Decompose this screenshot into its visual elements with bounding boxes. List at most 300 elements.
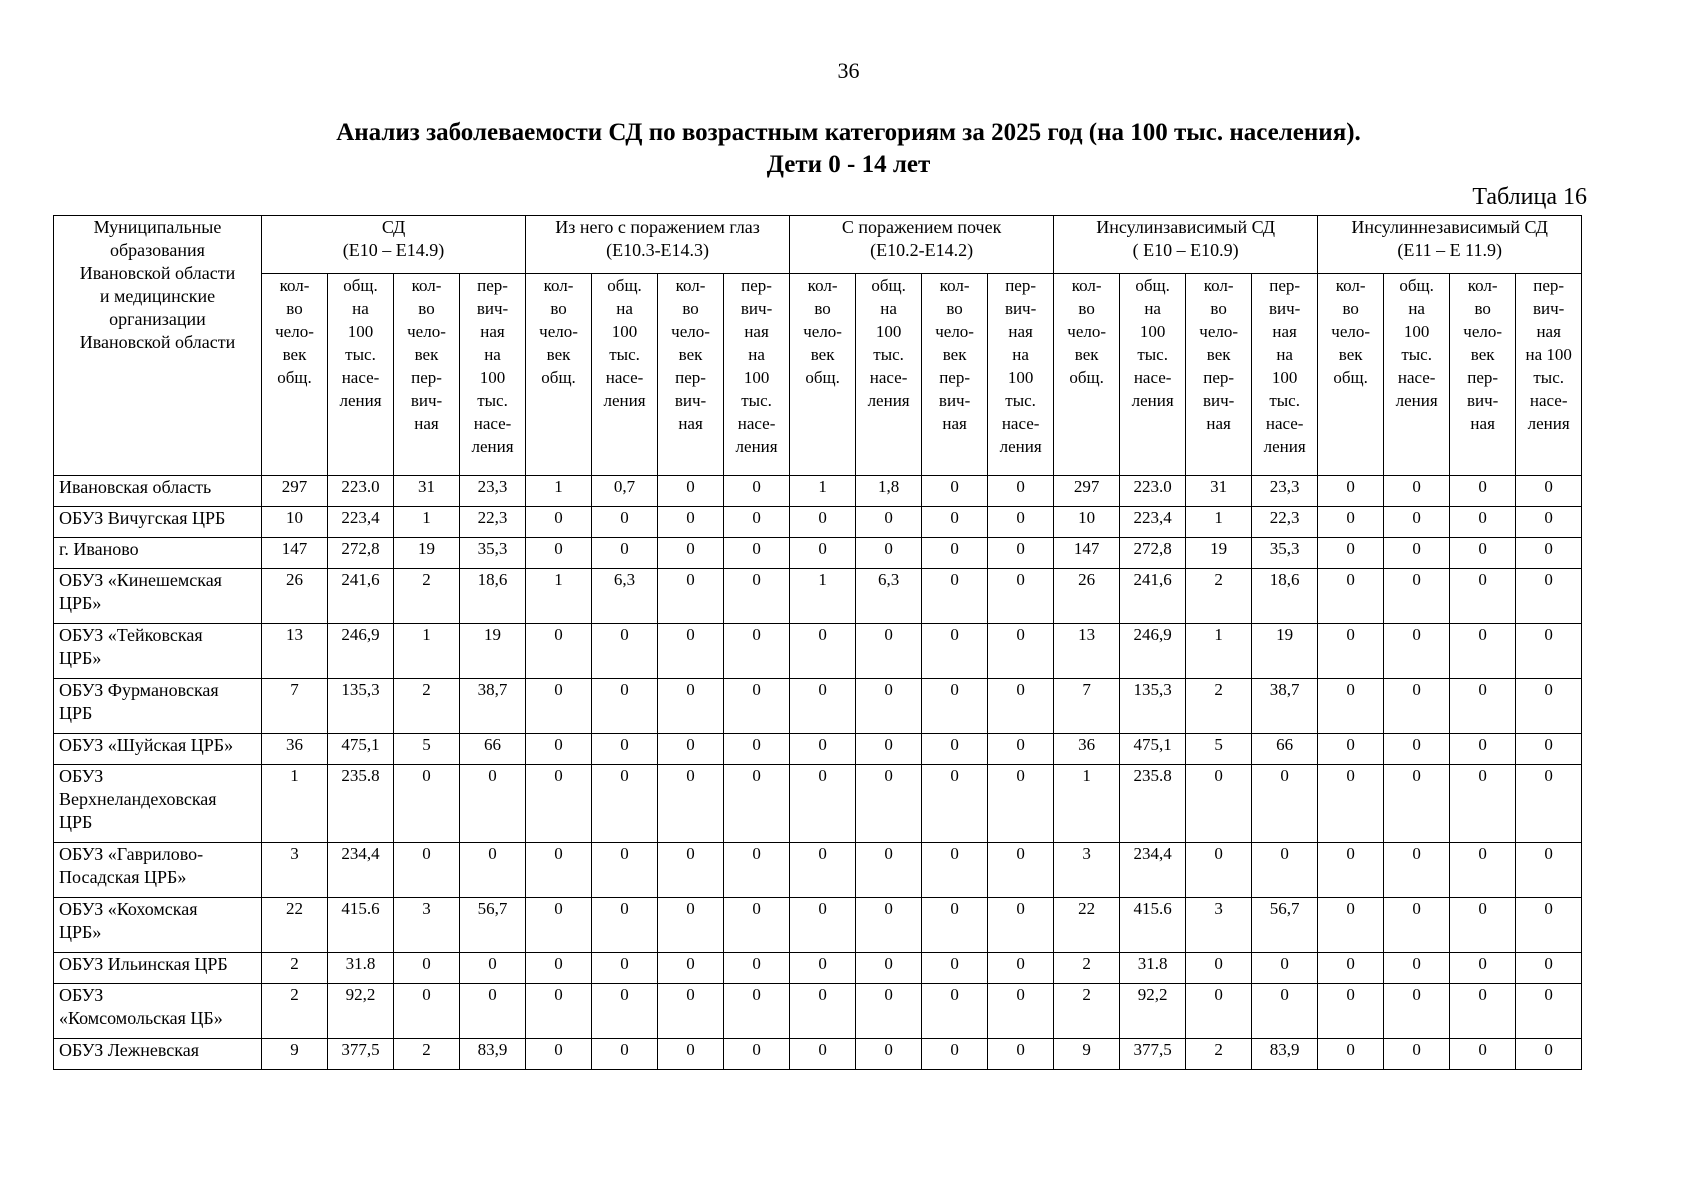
organization-name-line: ОБУЗ «Гаврилово- [59,844,204,864]
value-cell: 0 [856,624,922,679]
value-cell: 5 [1186,734,1252,765]
sub-header-cell: кол- во чело- век общ. [1318,274,1384,476]
municipal-header-line: образования [110,240,205,260]
municipal-header-line: Ивановской области [79,263,236,283]
value-cell: 0 [1318,898,1384,953]
value-cell: 0 [592,538,658,569]
organization-name-line: ОБУЗ Лежневская [59,1040,199,1060]
sub-header-cell: пер- вич- ная на 100 тыс. насе- ления [1516,274,1582,476]
value-cell: 234,4 [1120,843,1186,898]
value-cell: 0 [1384,507,1450,538]
value-cell: 0 [1384,1039,1450,1070]
organization-name-line: ОБУЗ Вичугская ЦРБ [59,508,226,528]
value-cell: 0 [1450,476,1516,507]
value-cell: 0 [526,734,592,765]
value-cell: 0 [1450,507,1516,538]
municipal-header-line: Муниципальные [93,217,222,237]
value-cell: 0 [1450,624,1516,679]
value-cell: 0 [592,624,658,679]
value-cell: 0 [922,734,988,765]
value-cell: 0 [1186,765,1252,843]
value-cell: 22,3 [460,507,526,538]
value-cell: 0 [988,624,1054,679]
value-cell: 135,3 [328,679,394,734]
municipal-header-line: Ивановской области [79,332,236,352]
value-cell: 0 [526,984,592,1039]
organization-name-line: ЦРБ [59,812,93,832]
organization-name [54,984,262,1039]
value-cell: 246,9 [328,624,394,679]
group-header-insulin-dependent [1054,216,1318,274]
value-cell: 1 [394,507,460,538]
value-cell: 0 [922,624,988,679]
value-cell: 1 [790,569,856,624]
value-cell: 0 [988,843,1054,898]
value-cell: 0 [1516,1039,1582,1070]
value-cell: 0 [922,1039,988,1070]
group-code: (Е10 – Е14.9) [342,240,445,260]
value-cell: 0 [1450,898,1516,953]
value-cell: 415.6 [328,898,394,953]
value-cell: 2 [1054,984,1120,1039]
value-cell: 0 [988,1039,1054,1070]
value-cell: 0 [526,624,592,679]
sub-header-cell: кол- во чело- век пер- вич- ная [922,274,988,476]
table-row [54,507,1582,538]
sub-header-cell: общ. на 100 тыс. насе- ления [592,274,658,476]
value-cell: 18,6 [1252,569,1318,624]
value-cell: 19 [460,624,526,679]
table-body [54,476,1582,1070]
value-cell: 9 [1054,1039,1120,1070]
organization-name [54,765,262,843]
value-cell: 0 [790,507,856,538]
value-cell: 26 [1054,569,1120,624]
value-cell: 475,1 [1120,734,1186,765]
sub-header-cell: кол- во чело- век пер- вич- ная [658,274,724,476]
organization-name-line: ОБУЗ [59,766,104,786]
value-cell: 19 [1252,624,1318,679]
value-cell: 0 [526,679,592,734]
title-line-1: Анализ заболеваемости СД по возрастным категориям за 2025 год (на 100 тыс. населения). [336,119,1361,146]
organization-name [54,569,262,624]
value-cell: 223.0 [1120,476,1186,507]
sub-header-cell: общ. на 100 тыс. насе- ления [856,274,922,476]
value-cell: 0 [1516,843,1582,898]
value-cell: 23,3 [1252,476,1318,507]
value-cell: 223.0 [328,476,394,507]
value-cell: 234,4 [328,843,394,898]
value-cell: 0 [658,953,724,984]
value-cell: 0 [1252,984,1318,1039]
value-cell: 19 [1186,538,1252,569]
group-title: Инсулиннезависимый СД [1351,217,1548,237]
value-cell: 0 [592,1039,658,1070]
value-cell: 0 [1384,984,1450,1039]
value-cell: 38,7 [1252,679,1318,734]
value-cell: 0 [856,898,922,953]
group-title: С поражением почек [841,217,1002,237]
sub-header-cell: кол- во чело- век общ. [262,274,328,476]
table-label: Таблица 16 [1472,184,1587,210]
value-cell: 13 [1054,624,1120,679]
value-cell: 66 [460,734,526,765]
table-row [54,679,1582,734]
sub-header-cell: пер- вич- ная на 100 тыс. насе- ления [460,274,526,476]
value-cell: 147 [262,538,328,569]
value-cell: 31.8 [328,953,394,984]
table-row [54,898,1582,953]
group-code: (Е11 – Е 11.9) [1397,240,1502,260]
value-cell: 0 [724,507,790,538]
value-cell: 0 [658,538,724,569]
value-cell: 0 [1450,765,1516,843]
value-cell: 0 [592,765,658,843]
value-cell: 0 [526,507,592,538]
value-cell: 0 [1384,624,1450,679]
value-cell: 35,3 [1252,538,1318,569]
value-cell: 0 [1384,843,1450,898]
value-cell: 0 [790,1039,856,1070]
table-row [54,569,1582,624]
value-cell: 0 [988,538,1054,569]
value-cell: 0 [856,679,922,734]
value-cell: 0 [460,953,526,984]
organization-name [54,953,262,984]
page-number: 36 [837,58,860,83]
municipal-header [54,216,262,476]
value-cell: 0 [790,953,856,984]
value-cell: 0 [1318,624,1384,679]
value-cell: 0 [922,953,988,984]
value-cell: 0 [658,765,724,843]
value-cell: 0 [724,476,790,507]
title-line-2: Дети 0 - 14 лет [766,151,931,178]
value-cell: 1 [790,476,856,507]
value-cell: 36 [262,734,328,765]
value-cell: 19 [394,538,460,569]
table-row [54,843,1582,898]
value-cell: 0 [988,476,1054,507]
value-cell: 0 [658,984,724,1039]
value-cell: 18,6 [460,569,526,624]
value-cell: 0 [1318,953,1384,984]
value-cell: 0 [790,538,856,569]
value-cell: 0 [988,507,1054,538]
value-cell: 1 [526,569,592,624]
value-cell: 13 [262,624,328,679]
value-cell: 0 [592,984,658,1039]
organization-name [54,843,262,898]
value-cell: 0,7 [592,476,658,507]
organization-name-line: г. Иваново [59,539,139,559]
value-cell: 0 [1384,898,1450,953]
value-cell: 0 [724,843,790,898]
value-cell: 0 [1318,984,1384,1039]
group-header-kidneys [790,216,1054,274]
group-title: Из него с поражением глаз [555,217,760,237]
table-row [54,1039,1582,1070]
value-cell: 0 [526,953,592,984]
value-cell: 0 [1384,538,1450,569]
value-cell: 0 [724,953,790,984]
value-cell: 0 [1318,679,1384,734]
value-cell: 6,3 [856,569,922,624]
value-cell: 0 [724,679,790,734]
value-cell: 0 [658,1039,724,1070]
municipal-header-line: организации [109,309,206,329]
value-cell: 66 [1252,734,1318,765]
table-row [54,624,1582,679]
incidence-table [53,215,1582,1070]
organization-name [54,507,262,538]
value-cell: 35,3 [460,538,526,569]
value-cell: 0 [1384,953,1450,984]
value-cell: 2 [394,569,460,624]
table-row [54,476,1582,507]
value-cell: 31 [394,476,460,507]
value-cell: 0 [1516,624,1582,679]
value-cell: 0 [988,765,1054,843]
value-cell: 235.8 [328,765,394,843]
group-code: (Е10.3-Е14.3) [606,240,710,260]
organization-name-line: ЦРБ» [59,922,102,942]
value-cell: 0 [658,569,724,624]
value-cell: 0 [856,765,922,843]
group-header-row [54,216,1582,274]
organization-name [54,898,262,953]
value-cell: 0 [1450,734,1516,765]
value-cell: 0 [1516,507,1582,538]
value-cell: 0 [658,507,724,538]
value-cell: 0 [856,734,922,765]
value-cell: 0 [394,843,460,898]
value-cell: 92,2 [328,984,394,1039]
value-cell: 0 [1516,734,1582,765]
organization-name-line: ЦРБ» [59,593,102,613]
value-cell: 135,3 [1120,679,1186,734]
value-cell: 0 [790,843,856,898]
value-cell: 0 [526,1039,592,1070]
table-row [54,953,1582,984]
value-cell: 0 [1252,953,1318,984]
table-row [54,734,1582,765]
value-cell: 22 [1054,898,1120,953]
value-cell: 0 [856,538,922,569]
sub-header-cell: пер- вич- ная на 100 тыс. насе- ления [988,274,1054,476]
value-cell: 0 [460,984,526,1039]
sub-header-cell: пер- вич- ная на 100 тыс. насе- ления [1252,274,1318,476]
value-cell: 26 [262,569,328,624]
value-cell: 0 [1450,984,1516,1039]
value-cell: 0 [1450,1039,1516,1070]
sub-header-cell: общ. на 100 тыс. насе- ления [1120,274,1186,476]
value-cell: 0 [658,476,724,507]
value-cell: 147 [1054,538,1120,569]
value-cell: 6,3 [592,569,658,624]
value-cell: 272,8 [1120,538,1186,569]
value-cell: 0 [1516,765,1582,843]
value-cell: 31.8 [1120,953,1186,984]
value-cell: 0 [922,538,988,569]
group-header-eyes [526,216,790,274]
table-row [54,538,1582,569]
value-cell: 0 [724,898,790,953]
value-cell: 0 [394,953,460,984]
value-cell: 3 [1054,843,1120,898]
value-cell: 0 [922,476,988,507]
value-cell: 0 [856,507,922,538]
value-cell: 0 [1318,569,1384,624]
value-cell: 2 [1186,679,1252,734]
value-cell: 0 [592,843,658,898]
value-cell: 0 [526,765,592,843]
value-cell: 0 [1516,898,1582,953]
value-cell: 0 [1318,765,1384,843]
value-cell: 0 [526,843,592,898]
organization-name-line: Ивановская область [59,477,212,497]
sub-header-cell: кол- во чело- век общ. [790,274,856,476]
value-cell: 2 [1054,953,1120,984]
value-cell: 0 [1450,569,1516,624]
value-cell: 241,6 [328,569,394,624]
value-cell: 0 [724,984,790,1039]
value-cell: 0 [724,765,790,843]
value-cell: 1 [1054,765,1120,843]
value-cell: 0 [1516,984,1582,1039]
value-cell: 0 [988,679,1054,734]
value-cell: 0 [1186,953,1252,984]
value-cell: 3 [1186,898,1252,953]
value-cell: 0 [1318,507,1384,538]
value-cell: 56,7 [460,898,526,953]
value-cell: 246,9 [1120,624,1186,679]
value-cell: 0 [922,984,988,1039]
sub-header-cell: пер- вич- ная на 100 тыс. насе- ления [724,274,790,476]
sub-header-cell: кол- во чело- век общ. [526,274,592,476]
page-title [0,117,1697,181]
value-cell: 0 [1516,569,1582,624]
value-cell: 31 [1186,476,1252,507]
value-cell: 1 [1186,507,1252,538]
value-cell: 2 [1186,569,1252,624]
organization-name-line: ОБУЗ «Тейковская [59,625,203,645]
value-cell: 0 [922,765,988,843]
value-cell: 0 [922,843,988,898]
value-cell: 0 [988,569,1054,624]
value-cell: 0 [724,734,790,765]
value-cell: 0 [856,953,922,984]
value-cell: 7 [262,679,328,734]
value-cell: 377,5 [328,1039,394,1070]
value-cell: 0 [790,898,856,953]
value-cell: 0 [988,734,1054,765]
value-cell: 0 [1516,953,1582,984]
value-cell: 0 [658,734,724,765]
value-cell: 10 [1054,507,1120,538]
value-cell: 0 [1186,843,1252,898]
organization-name [54,1039,262,1070]
value-cell: 0 [658,898,724,953]
organization-name [54,538,262,569]
value-cell: 2 [394,1039,460,1070]
value-cell: 0 [922,679,988,734]
value-cell: 0 [1318,843,1384,898]
value-cell: 3 [262,843,328,898]
value-cell: 22 [262,898,328,953]
value-cell: 0 [526,538,592,569]
organization-name-line: ЦРБ [59,703,93,723]
table-row [54,984,1582,1039]
value-cell: 0 [724,538,790,569]
value-cell: 377,5 [1120,1039,1186,1070]
value-cell: 0 [526,898,592,953]
organization-name-line: ОБУЗ Фурмановская [59,680,219,700]
municipal-header-line: и медицинские [99,286,216,306]
value-cell: 0 [1450,953,1516,984]
value-cell: 0 [1318,734,1384,765]
organization-name-line: ОБУЗ «Кохомская [59,899,198,919]
value-cell: 297 [1054,476,1120,507]
value-cell: 10 [262,507,328,538]
organization-name [54,624,262,679]
value-cell: 0 [724,569,790,624]
value-cell: 0 [1252,765,1318,843]
value-cell: 7 [1054,679,1120,734]
value-cell: 2 [262,984,328,1039]
group-title: Инсулинзависимый СД [1096,217,1275,237]
sub-header-cell: кол- во чело- век общ. [1054,274,1120,476]
group-title: СД [381,217,406,237]
value-cell: 0 [1318,1039,1384,1070]
value-cell: 0 [1450,679,1516,734]
value-cell: 0 [1186,984,1252,1039]
value-cell: 0 [988,984,1054,1039]
sub-header-cell: кол- во чело- век пер- вич- ная [1450,274,1516,476]
sub-header-cell: общ. на 100 тыс. насе- ления [1384,274,1450,476]
value-cell: 0 [1384,734,1450,765]
value-cell: 272,8 [328,538,394,569]
value-cell: 0 [856,984,922,1039]
value-cell: 223,4 [1120,507,1186,538]
value-cell: 0 [592,953,658,984]
organization-name [54,476,262,507]
value-cell: 0 [856,843,922,898]
value-cell: 0 [592,734,658,765]
value-cell: 0 [658,843,724,898]
value-cell: 0 [856,1039,922,1070]
value-cell: 1 [526,476,592,507]
value-cell: 22,3 [1252,507,1318,538]
value-cell: 36 [1054,734,1120,765]
table-row [54,765,1582,843]
sub-header-row [54,274,1582,476]
value-cell: 9 [262,1039,328,1070]
value-cell: 0 [922,569,988,624]
organization-name-line: ОБУЗ Ильинская ЦРБ [59,954,228,974]
value-cell: 0 [1450,843,1516,898]
value-cell: 0 [1516,476,1582,507]
value-cell: 0 [658,679,724,734]
value-cell: 1,8 [856,476,922,507]
value-cell: 2 [394,679,460,734]
value-cell: 83,9 [1252,1039,1318,1070]
value-cell: 0 [592,679,658,734]
value-cell: 0 [790,765,856,843]
value-cell: 0 [988,898,1054,953]
value-cell: 0 [790,734,856,765]
organization-name-line: ОБУЗ [59,985,104,1005]
